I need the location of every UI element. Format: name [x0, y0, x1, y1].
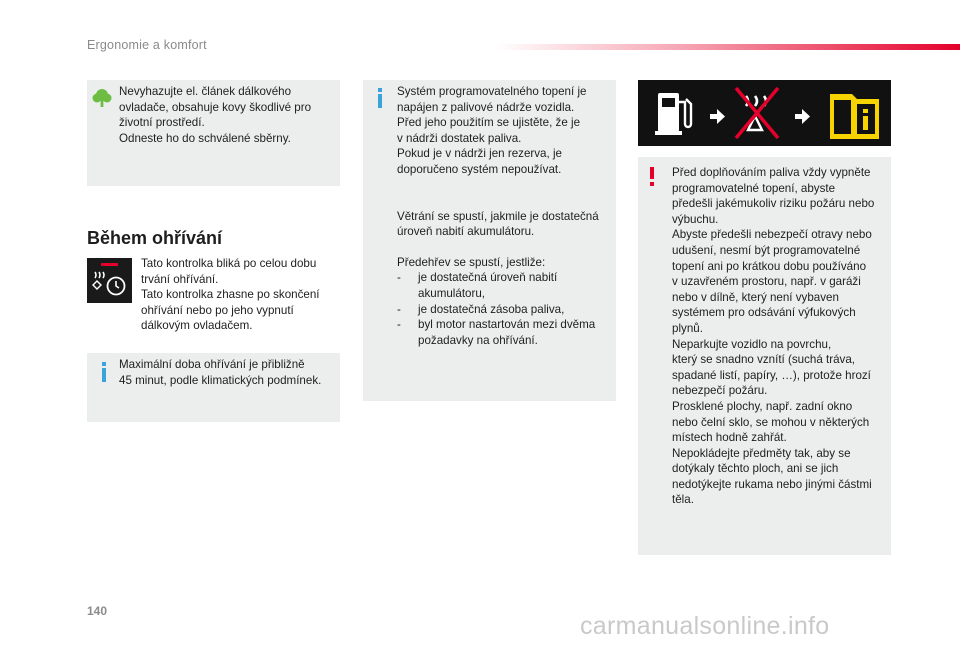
warning-line: v uzavřeném prostoru, např. v garáži [672, 275, 861, 289]
list-item: - byl motor nastartován mezi dvěma požadavky na ohřívání. [397, 317, 613, 348]
warning-line: dotýkaly těchto ploch, ani se jich [672, 462, 839, 476]
indicator-line: trvání ohřívání. [141, 272, 219, 286]
warning-line: plynů. [672, 321, 703, 335]
indicator-line: Tato kontrolka zhasne po skončení [141, 288, 320, 302]
warning-line: Prosklené plochy, např. zadní okno [672, 399, 853, 413]
warning-line: Před doplňováním paliva vždy vypněte [672, 166, 871, 179]
warning-line: systémem pro odsávání výfukových [672, 306, 856, 320]
manual-book-icon [830, 94, 879, 139]
warning-line: spadané listí, papíry, …), protože hrozí [672, 368, 871, 382]
page-header-title: Ergonomie a komfort [87, 38, 207, 52]
fuel-info-line: Pokud je v nádrži jen rezerva, je [397, 147, 562, 161]
indicator-line: ohřívání nebo po jeho vypnutí [141, 303, 294, 317]
tree-icon [92, 88, 112, 108]
fuel-info-line: doporučeno systém nepoužívat. [397, 162, 562, 176]
warning-line: programovatelné topení, abyste [672, 181, 836, 195]
eco-note-line: životní prostředí. [119, 116, 205, 130]
preheat-intro: Předehřev se spustí, jestliže: [397, 255, 546, 269]
warning-line: předešli jakémukoliv riziku požáru nebo [672, 197, 875, 211]
page-number: 140 [87, 604, 108, 618]
ventilation-line: úroveň nabití akumulátoru. [397, 225, 535, 239]
eco-note-line: Nevyhazujte el. článek dálkového [119, 85, 292, 98]
warning-line: Nepokládejte předměty tak, aby se [672, 446, 851, 460]
warning-line: Abyste předešli nebezpečí otravy nebo [672, 228, 872, 242]
watermark: carmanualsonline.info [580, 612, 830, 640]
indicator-line: dálkovým ovladačem. [141, 319, 253, 333]
list-item: - je dostatečná zásoba paliva, [397, 302, 613, 318]
warning-line: topení ani po krátkou dobu používáno [672, 259, 867, 273]
warning-line: který se snadno vznítí (suchá tráva, [672, 353, 856, 367]
warning-line: nebo v dílně, který není vybaven [672, 290, 839, 304]
fuel-info-text [397, 84, 613, 348]
warning-line: Neparkujte vozidlo na povrchu, [672, 337, 832, 351]
warning-box [638, 157, 891, 555]
fuel-pump-icon [655, 93, 691, 135]
warning-line: místech hodně zahřát. [672, 431, 787, 445]
fuel-info-line: Před jeho použitím se ujistěte, že je [397, 116, 581, 130]
warning-text [672, 165, 888, 508]
warning-line: těla. [672, 493, 694, 507]
header-accent-line [495, 44, 960, 50]
eco-note-line: ovladače, obsahuje kovy škodlivé pro [119, 100, 312, 114]
warning-line: nedotýkejte rukama nebo jinými částmi [672, 477, 872, 491]
fuel-info-line: v nádrži dostatek paliva. [397, 131, 522, 145]
heater-timer-icon [87, 258, 132, 303]
info-icon [98, 362, 112, 384]
fuel-info-box [363, 80, 616, 401]
duration-note-text [119, 357, 337, 388]
preheat-conditions-list [397, 270, 613, 348]
duration-note-box [87, 353, 340, 422]
eco-note-text [119, 84, 334, 146]
indicator-line: Tato kontrolka bliká po celou dobu [141, 257, 317, 270]
section-title: Během ohřívání [87, 228, 223, 248]
warning-line: výbuchu. [672, 212, 719, 226]
ventilation-line: Větrání se spustí, jakmile je dostatečná [397, 209, 599, 223]
warning-line: udušení, nesmí být programovatelné [672, 243, 861, 257]
warning-line: nebo čelní sklo, se mohou v některých [672, 415, 870, 429]
eco-note-box [87, 80, 340, 186]
heater-indicator-panel [87, 258, 132, 303]
arrow-right-icon [710, 109, 725, 124]
fuel-info-line: Systém programovatelného topení je [397, 85, 587, 98]
list-item: - je dostatečná úroveň nabití akumulátoru, [397, 270, 613, 301]
fuel-info-line: napájen z palivové nádrže vozidla. [397, 100, 575, 114]
no-heater-icon [736, 88, 778, 138]
duration-note-line: 45 minut, podle klimatických podmínek. [119, 373, 322, 387]
arrow-right-icon [795, 109, 810, 124]
duration-note-line: Maximální doba ohřívání je přibližně [119, 358, 305, 371]
indicator-text [141, 256, 341, 334]
exclamation-icon [650, 167, 656, 187]
warning-line: nebezpečí požáru. [672, 384, 768, 398]
eco-note-line: Odneste ho do schválené sběrny. [119, 131, 291, 145]
refuel-warning-pictogram [638, 80, 891, 146]
info-icon [374, 88, 388, 110]
